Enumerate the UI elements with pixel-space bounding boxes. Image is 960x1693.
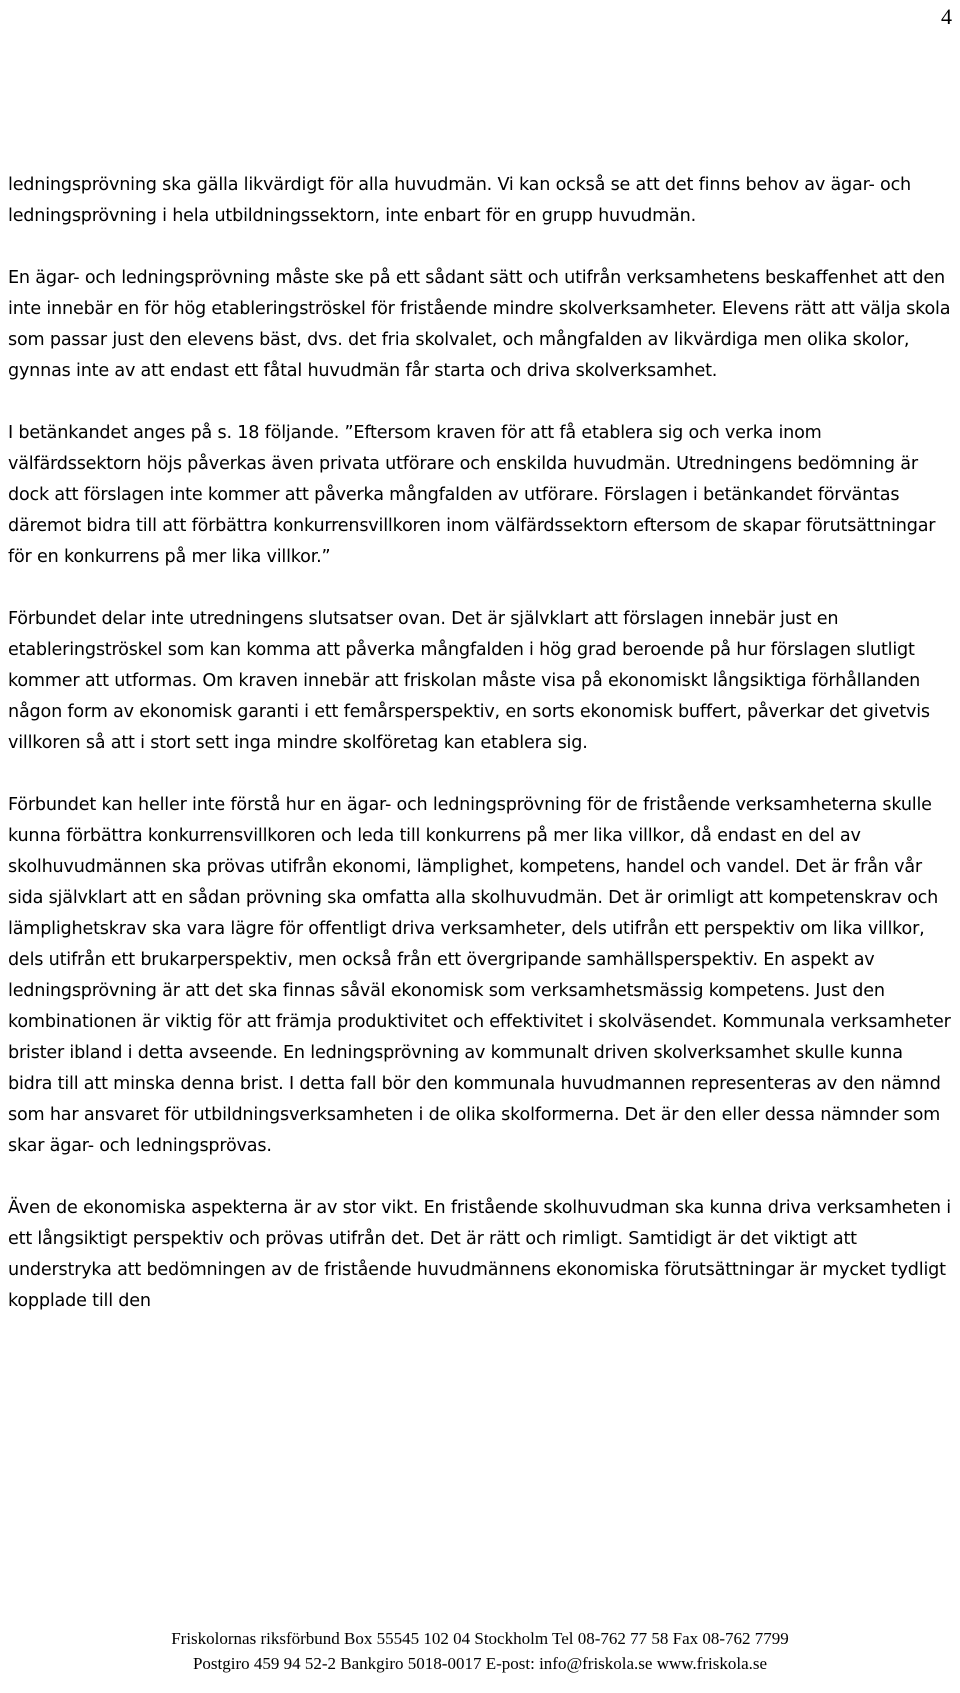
page-footer — [0, 1626, 960, 1676]
paragraph-5: Förbundet kan heller inte förstå hur en ägar- och ledningsprövning för de fristående verksamheterna skulle kunna förbättra konkurrensvillkoren och leda till konkurrens på mer lika villkor, då endast en del av skolhuvudmännen ska prövas utifrån ekonomi, lämplighet, kompetens, handel och vandel. Det är från vår sida självklart att en sådan prövning ska omfatta alla skolhuvudmän. Det är orimligt att kompetenskrav och lämplighetskrav ska vara lägre för offentligt driva verksamheter, dels utifrån ett perspektiv om lika villkor, dels utifrån ett brukarperspektiv, men också från ett övergripande samhällsperspektiv. En aspekt av ledningsprövning är att det ska finnas såväl ekonomisk som verksamhetsmässig kompetens. Just den kombinationen är viktig för att främja produktivitet och effektivitet i skolväsendet. Kommunala verksamheter brister ibland i detta avseende. En ledningsprövning av kommunalt driven skolverksamhet skulle kunna bidra till att minska denna brist. I detta fall bör den kommunala huvudmannen representeras av den nämnd som har ansvaret för utbildningsverksamheten i de olika skolformerna. Det är den eller dessa nämnder som skar ägar- och ledningsprövas. — [8, 795, 951, 1156]
footer-address-line: Friskolornas riksförbund Box 55545 102 04 Stockholm Tel 08-762 77 58 Fax 08-762 7799 — [171, 1629, 789, 1648]
paragraph-1: ledningsprövning ska gälla likvärdigt för alla huvudmän. Vi kan också se att det finns behov av ägar- och ledningsprövning i hela utbildningssektorn, inte enbart för en grupp huvudmän. — [8, 175, 912, 226]
document-body — [8, 170, 952, 1348]
paragraph-2: En ägar- och ledningsprövning måste ske på ett sådant sätt och utifrån verksamhetens beskaffenhet att den inte innebär en för hög etableringströskel för fristående mindre skolverksamheter. Elevens rätt att välja skola som passar just den elevens bäst, dvs. det fria skolvalet, och mångfalden av likvärdiga men olika skolor, gynnas inte av att endast ett fåtal huvudmän får starta och driva skolverksamhet. — [8, 268, 951, 381]
page-number: 4 — [941, 4, 952, 29]
paragraph-4: Förbundet delar inte utredningens slutsatser ovan. Det är självklart att förslagen innebär just en etableringströskel som kan komma att påverka mångfalden i hög grad beroende på hur förslagen slutligt kommer att utformas. Om kraven innebär att friskolan måste visa på ekonomiskt långsiktiga förhållanden någon form av ekonomisk garanti i ett femårsperspektiv, en sorts ekonomisk buffert, påverkar det givetvis villkoren så att i stort sett inga mindre skolföretag kan etablera sig. — [8, 609, 930, 753]
paragraph-3: I betänkandet anges på s. 18 följande. ”Eftersom kraven för att få etablera sig och verka inom välfärdssektorn höjs påverkas även privata utförare och enskilda huvudmän. Utredningens bedömning är dock att förslagen inte kommer att påverka mångfalden av utförare. Förslagen i betänkandet förväntas däremot bidra till att förbättra konkurrensvillkoren inom välfärdssektorn eftersom de skapar förutsättningar för en konkurrens på mer lika villkor.” — [8, 423, 936, 567]
footer-contact-line: Postgiro 459 94 52-2 Bankgiro 5018-0017 E-post: info@friskola.se www.friskola.se — [192, 1654, 768, 1673]
paragraph-6: Även de ekonomiska aspekterna är av stor vikt. En fristående skolhuvudman ska kunna driva verksamheten i ett långsiktigt perspektiv och prövas utifrån det. Det är rätt och rimligt. Samtidigt är det viktigt att understryka att bedömningen av de fristående huvudmännens ekonomiska förutsättningar är mycket tydligt kopplade till den — [8, 1198, 951, 1311]
